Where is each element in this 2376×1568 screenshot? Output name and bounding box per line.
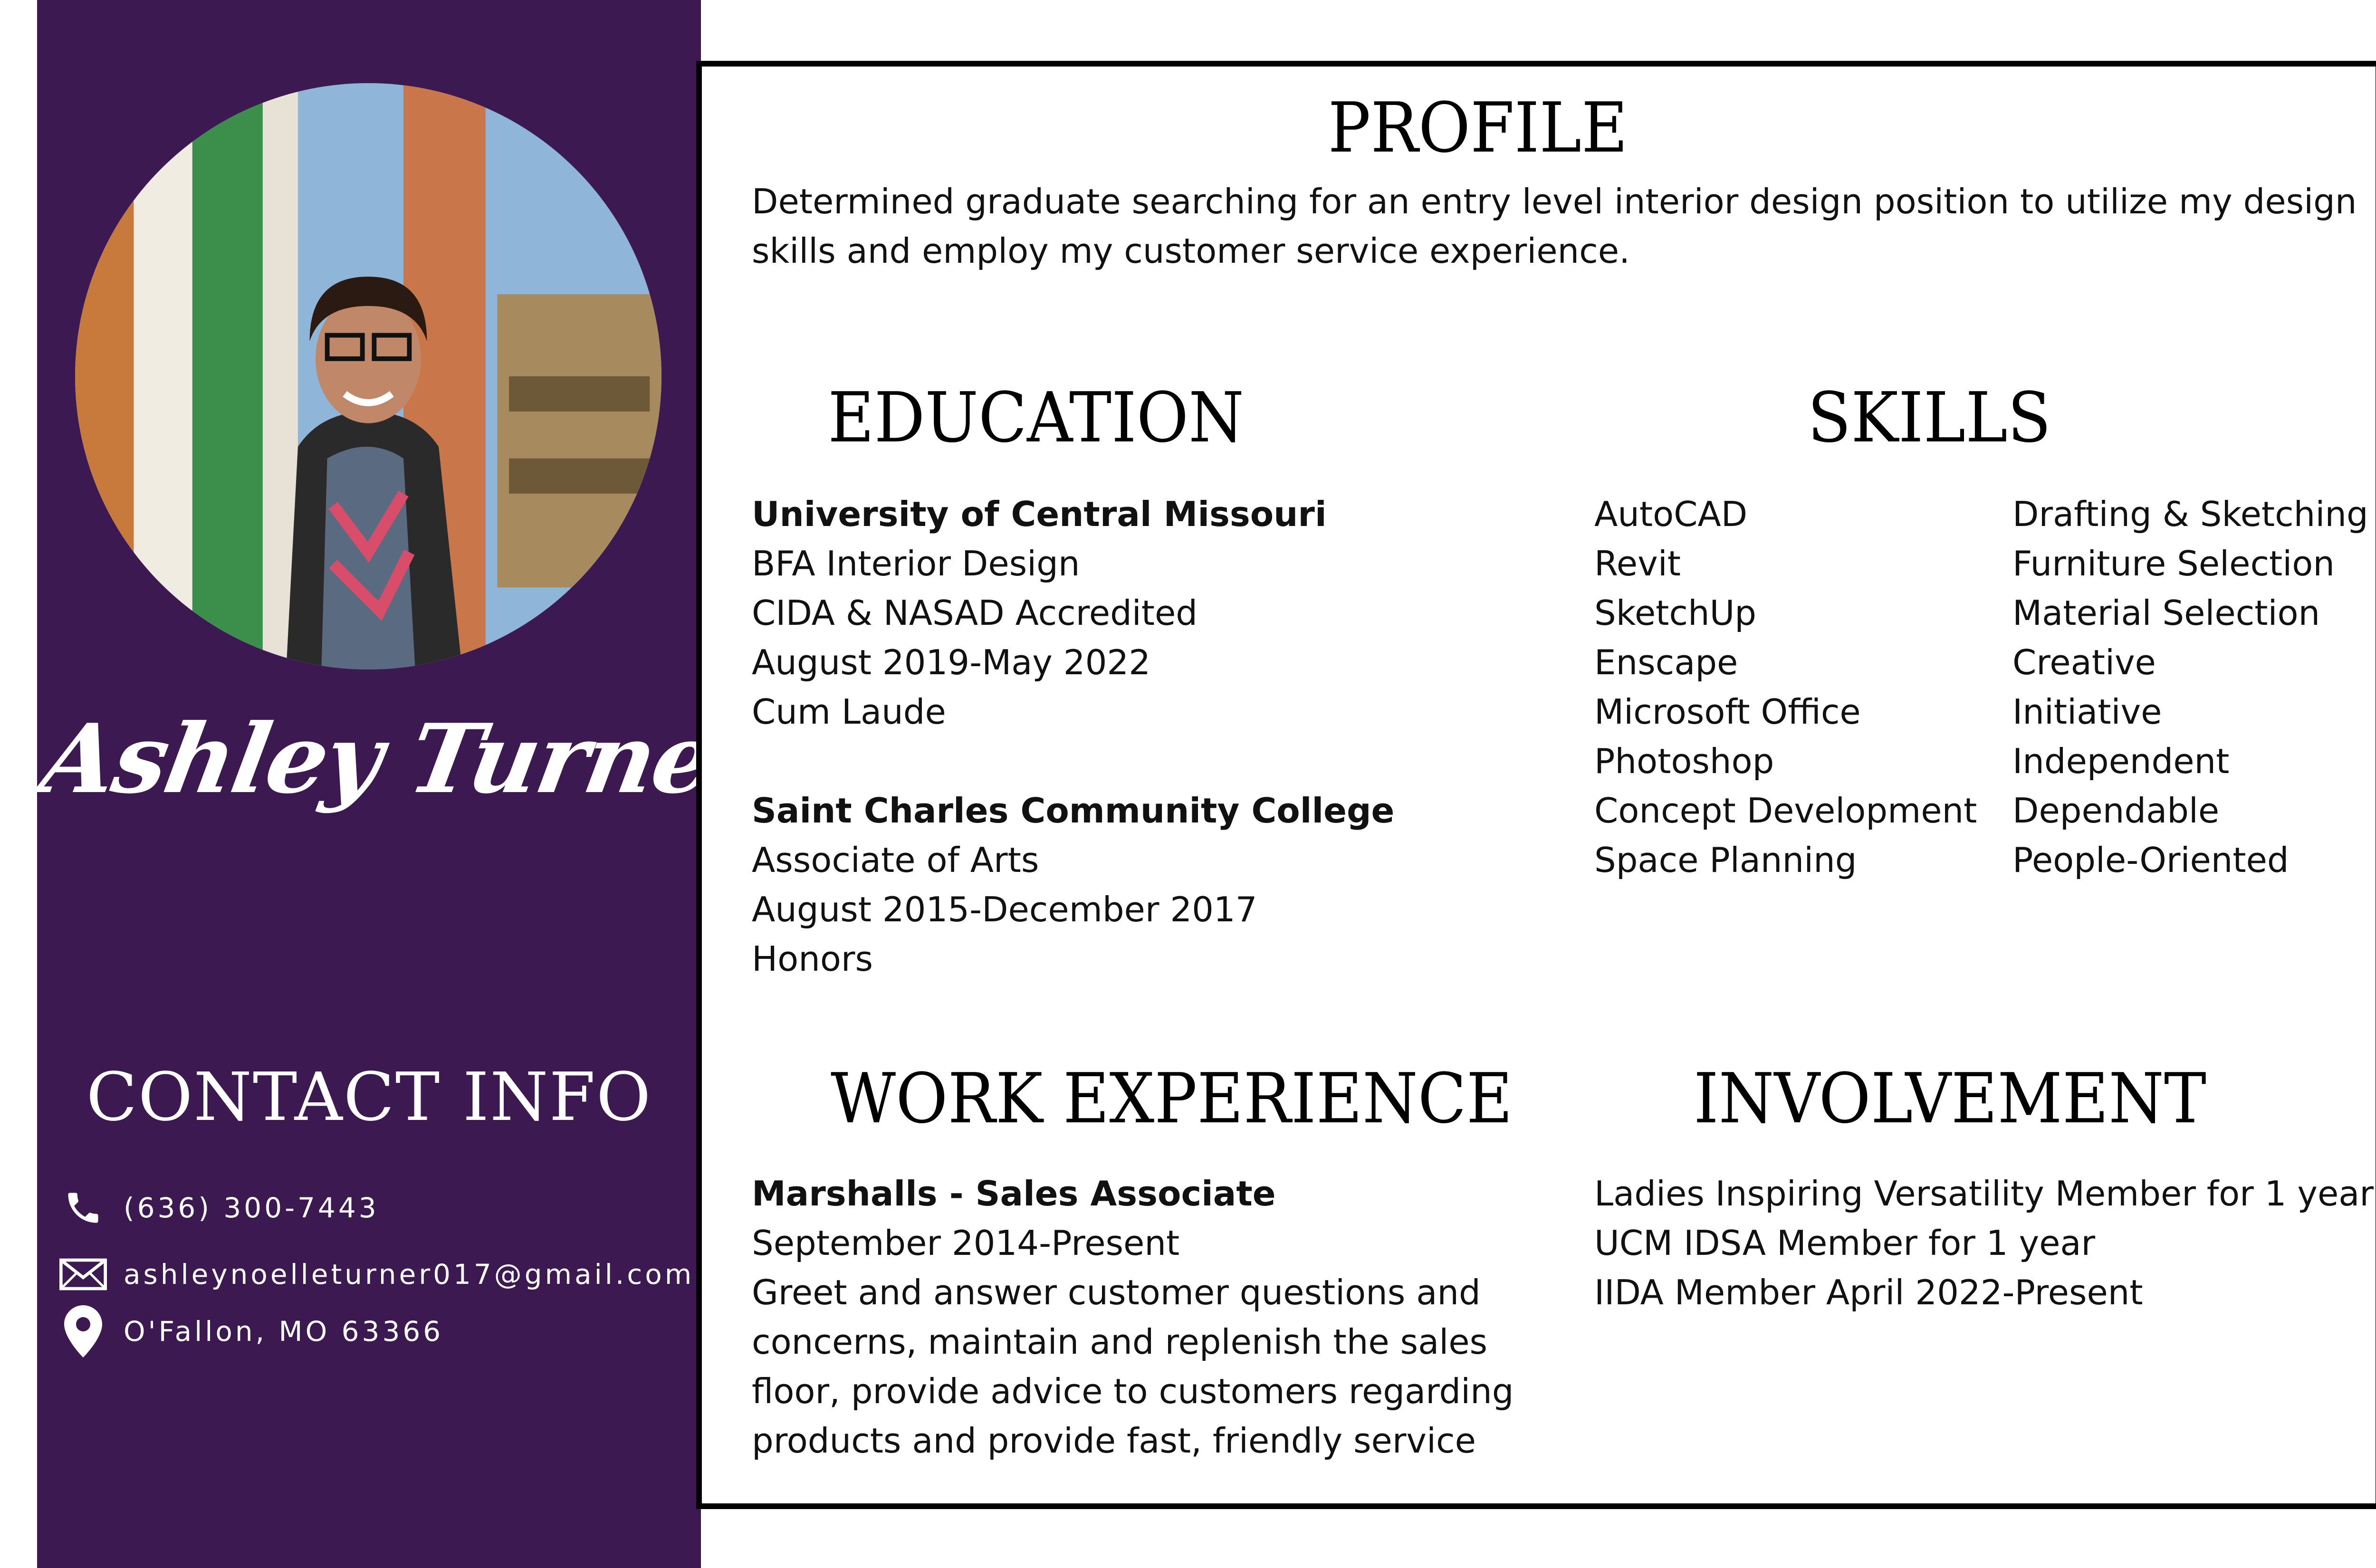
skill-item: AutoCAD xyxy=(1594,494,1748,534)
skill-item: Furniture Selection xyxy=(2012,544,2335,583)
skill-item: Dependable xyxy=(2012,791,2220,831)
skills-column-2 xyxy=(2012,489,2368,885)
involvement-item: UCM IDSA Member for 1 year xyxy=(1594,1223,2096,1263)
phone-icon xyxy=(57,1182,109,1234)
skill-item: Microsoft Office xyxy=(1594,692,1861,732)
work-experience-block xyxy=(752,1169,1514,1465)
phone-number[interactable]: (636) 300-7443 xyxy=(124,1192,379,1224)
involvement-item: IIDA Member April 2022-Present xyxy=(1594,1272,2143,1312)
involvement-heading: INVOLVEMENT xyxy=(1694,1059,2206,1139)
job-description: products and provide fast, friendly service xyxy=(752,1421,1476,1461)
contact-phone xyxy=(57,1179,379,1236)
profile-photo xyxy=(75,83,661,669)
name-signature: Ashley Turner xyxy=(33,703,770,815)
skill-item: SketchUp xyxy=(1594,593,1756,633)
skill-item: Revit xyxy=(1594,544,1681,583)
school-detail: August 2019-May 2022 xyxy=(752,642,1151,682)
school-name: University of Central Missouri xyxy=(752,494,1327,534)
skills-column-1 xyxy=(1594,489,1977,885)
education-list xyxy=(752,489,1394,984)
school-detail: BFA Interior Design xyxy=(752,544,1080,583)
skill-item: Independent xyxy=(2012,741,2230,781)
education-heading: EDUCATION xyxy=(828,378,1244,458)
skill-item: People-Oriented xyxy=(2012,840,2289,880)
school-detail: CIDA & NASAD Accredited xyxy=(752,593,1198,633)
skills-heading: SKILLS xyxy=(1807,378,2051,458)
contact-email xyxy=(57,1246,694,1303)
contact-location xyxy=(57,1303,443,1360)
job-description: concerns, maintain and replenish the sales xyxy=(752,1322,1487,1362)
location-text: O'Fallon, MO 63366 xyxy=(124,1315,444,1348)
location-pin-icon xyxy=(57,1305,109,1358)
work-experience-heading: WORK EXPERIENCE xyxy=(831,1059,1513,1139)
school-detail: Honors xyxy=(752,939,873,979)
job-title: Marshalls - Sales Associate xyxy=(752,1174,1276,1214)
job-dates: September 2014-Present xyxy=(752,1223,1180,1263)
contact-info-heading: CONTACT INFO xyxy=(86,1059,652,1136)
skill-item: Photoshop xyxy=(1594,741,1774,781)
school-detail: Cum Laude xyxy=(752,692,946,732)
skill-item: Material Selection xyxy=(2012,593,2320,633)
profile-text: Determined graduate searching for an entry level interior design position to utilize my design skills and employ my customer service experience. xyxy=(752,182,2357,271)
email-address[interactable]: ashleynoelleturner017@gmail.com xyxy=(124,1258,695,1291)
skill-item: Creative xyxy=(2012,642,2156,682)
skill-item: Space Planning xyxy=(1594,840,1857,880)
school-name: Saint Charles Community College xyxy=(752,791,1395,831)
job-description: Greet and answer customer questions and xyxy=(752,1272,1481,1312)
involvement-list xyxy=(1594,1169,2374,1317)
skill-item: Initiative xyxy=(2012,692,2162,732)
school-detail: August 2015-December 2017 xyxy=(752,889,1257,929)
skill-item: Drafting & Sketching xyxy=(2012,494,2368,534)
skill-item: Concept Development xyxy=(1594,791,1977,831)
involvement-item: Ladies Inspiring Versatility Member for 1 year xyxy=(1594,1174,2374,1214)
school-detail: Associate of Arts xyxy=(752,840,1039,880)
profile-heading: PROFILE xyxy=(1328,88,1628,168)
mail-icon xyxy=(57,1248,109,1300)
job-description: floor, provide advice to customers regarding xyxy=(752,1371,1514,1411)
skill-item: Enscape xyxy=(1594,642,1738,682)
